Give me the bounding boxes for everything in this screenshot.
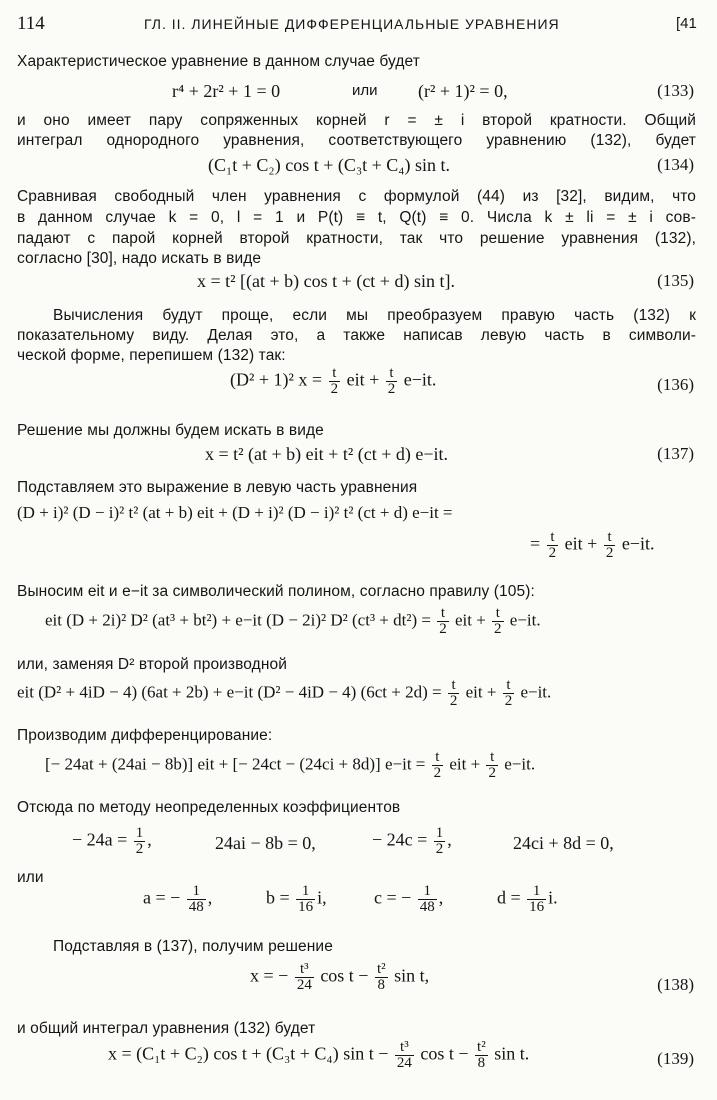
section-number: [41 [676, 15, 697, 32]
paragraph-line: Отсюда по методу неопределенных коэффициентов [17, 799, 401, 816]
fraction: $\frac{t}{2}$ [605, 529, 614, 561]
coefficient-c: c = − $\frac{1}{48}$ , [374, 883, 444, 915]
fraction: $\frac{\text{t²}}{8}$ [477, 1039, 486, 1071]
coefficient-b: b = $\frac{1}{16}$ i, [266, 883, 327, 915]
fraction: $\frac{1}{48}$ [188, 883, 204, 915]
paragraph-line: Характеристическое уравнение в данном случае будет [17, 53, 420, 70]
exp-term: eit + [346, 369, 380, 390]
paragraph-line: или [17, 869, 44, 886]
paragraph-line: интеграл однородного уравнения, соответствующего уравнению (132), будет [17, 132, 696, 149]
coefficient-eq-3: − 24c = $\frac{1}{2}$ , [372, 825, 452, 857]
running-title: ГЛ. II. ЛИНЕЙНЫЕ ДИФФЕРЕНЦИАЛЬНЫЕ УРАВНЕНИЯ [144, 16, 560, 32]
paragraph-line: и оно имеет пару сопряженных корней r = ± i второй кратности. Общий [17, 112, 696, 129]
equation-139: x = (C₁t + C₂) cos t + (C₃t + C₄) sin t − $\frac{\text{t³}}{24}$ cos t − $\frac{\text{t²}}{8}$ sin t. [108, 1039, 530, 1071]
equation-number-139: (139) [657, 1049, 694, 1068]
equation-number-136: (136) [657, 375, 694, 394]
fraction: $\frac{t}{2}$ [494, 605, 502, 637]
equation-135: x = t² [(at + b) cos t + (ct + d) sin t]. [197, 271, 455, 291]
coefficient-eq-2: 24ai − 8b = 0, [215, 833, 316, 853]
fraction: $\frac{1}{48}$ [419, 883, 435, 915]
fraction: $\frac{\text{t³}}{24}$ [296, 961, 312, 993]
coefficient-a: a = − $\frac{1}{48}$ , [143, 883, 213, 915]
paragraph-line: Выносим eit и e−it за символический полином, согласно правилу (105): [17, 583, 535, 600]
equation-134: (C₁t + C₂) cos t + (C₃t + C₄) sin t. [208, 155, 451, 175]
equation-137: x = t² (at + b) eit + t² (ct + d) e−it. [205, 444, 448, 464]
equation-number-134: (134) [657, 155, 694, 174]
paragraph-line: Сравнивая свободный член уравнения с формулой (44) из [32], видим, что [17, 188, 696, 205]
fraction: $\frac{1}{16}$ [529, 883, 545, 915]
fraction: $\frac{t}{2}$ [548, 529, 557, 561]
fraction: $\frac{t}{2}$ [330, 365, 339, 397]
equation-number-133: (133) [657, 81, 694, 100]
coefficient-d: d = $\frac{1}{16}$ i. [497, 883, 558, 915]
fraction: $\frac{1}{16}$ [298, 883, 314, 915]
coefficient-eq-4: 24ci + 8d = 0, [513, 833, 614, 853]
equation-133-or: или [352, 82, 378, 99]
paragraph-line: Подставляя в (137), получим решение [53, 938, 333, 955]
fraction: $\frac{t}{2}$ [488, 749, 496, 781]
paragraph-line: Решение мы должны будем искать в виде [17, 422, 324, 439]
equation-substitution: (D + i)² (D − i)² t² (at + b) eit + (D + i)² (D − i)² t² (ct + d) e−it = [17, 503, 453, 522]
coefficient-eq-1: − 24a = $\frac{1}{2}$ , [72, 825, 152, 857]
equation-differentiation: [− 24at + (24ai − 8b)] eit + [− 24ct − (24ci + 8d)] e−it = $\frac{t}{2}$ eit + $\frac{t}{2}$ e−it. [45, 749, 536, 781]
equation-136 [230, 366, 436, 397]
equation-133-left: r⁴ + 2r² + 1 = 0 [172, 81, 281, 101]
exp-term: e−it. [403, 369, 437, 390]
equation-number-138: (138) [657, 975, 694, 994]
fraction: $\frac{t}{2}$ [433, 749, 442, 781]
equation-symbolic: eit (D + 2i)² D² (at³ + bt²) + e−it (D − 2i)² D² (ct³ + dt²) = $\frac{t}{2}$ eit + $\frac{t}{2}$ e−it. [45, 605, 541, 637]
fraction: $\frac{\text{t³}}{24}$ [396, 1039, 412, 1071]
paragraph-line: ческой форме, перепишем (132) так: [17, 347, 286, 364]
equation-derivatives: eit (D² + 4iD − 4) (6at + 2b) + e−it (D² − 4iD − 4) (6ct + 2d) = $\frac{t}{2}$ eit + $\frac{t}{2}$ e−it. [17, 677, 552, 709]
paragraph-line: и общий интеграл уравнения (132) будет [17, 1020, 316, 1037]
equation-136-left: (D² + 1)² x = [230, 369, 323, 390]
equation-substitution-rhs: = $\frac{t}{2}$ eit + $\frac{t}{2}$ e−it. [530, 529, 655, 561]
paragraph-line: в данном случае k = 0, l = 1 и P(t) ≡ t, Q(t) ≡ 0. Числа k ± li = ± i сов- [17, 209, 696, 226]
paragraph-line: показательному виду. Делая это, а также написав левую часть в символи- [17, 327, 696, 344]
fraction: $\frac{\text{t²}}{8}$ [376, 961, 386, 993]
fraction: $\frac{1}{2}$ [435, 825, 444, 857]
equation-number-135: (135) [657, 271, 694, 290]
equation-133-right: (r² + 1)² = 0, [418, 81, 508, 101]
paragraph-line: падают с парой корней второй кратности, так что решение уравнения (132), [17, 230, 696, 247]
paragraph-line: или, заменяя D² второй производной [17, 656, 287, 673]
fraction: $\frac{1}{2}$ [135, 825, 144, 857]
page-number: 114 [17, 13, 45, 34]
fraction: $\frac{t}{2}$ [504, 677, 513, 709]
paragraph-line: Вычисления будут проще, если мы преобразуем правую часть (132) к [53, 307, 696, 324]
fraction: $\frac{t}{2}$ [449, 677, 458, 709]
fraction: $\frac{t}{2}$ [387, 365, 396, 397]
paragraph-line: согласно [30], надо искать в виде [17, 250, 262, 267]
fraction: $\frac{t}{2}$ [439, 605, 447, 637]
equation-138: x = − $\frac{\text{t³}}{24}$ cos t − $\frac{\text{t²}}{8}$ sin t, [250, 961, 430, 993]
paragraph-line: Производим дифференцирование: [17, 727, 273, 744]
paragraph-line: Подставляем это выражение в левую часть уравнения [17, 479, 418, 496]
equation-number-137: (137) [657, 444, 694, 463]
